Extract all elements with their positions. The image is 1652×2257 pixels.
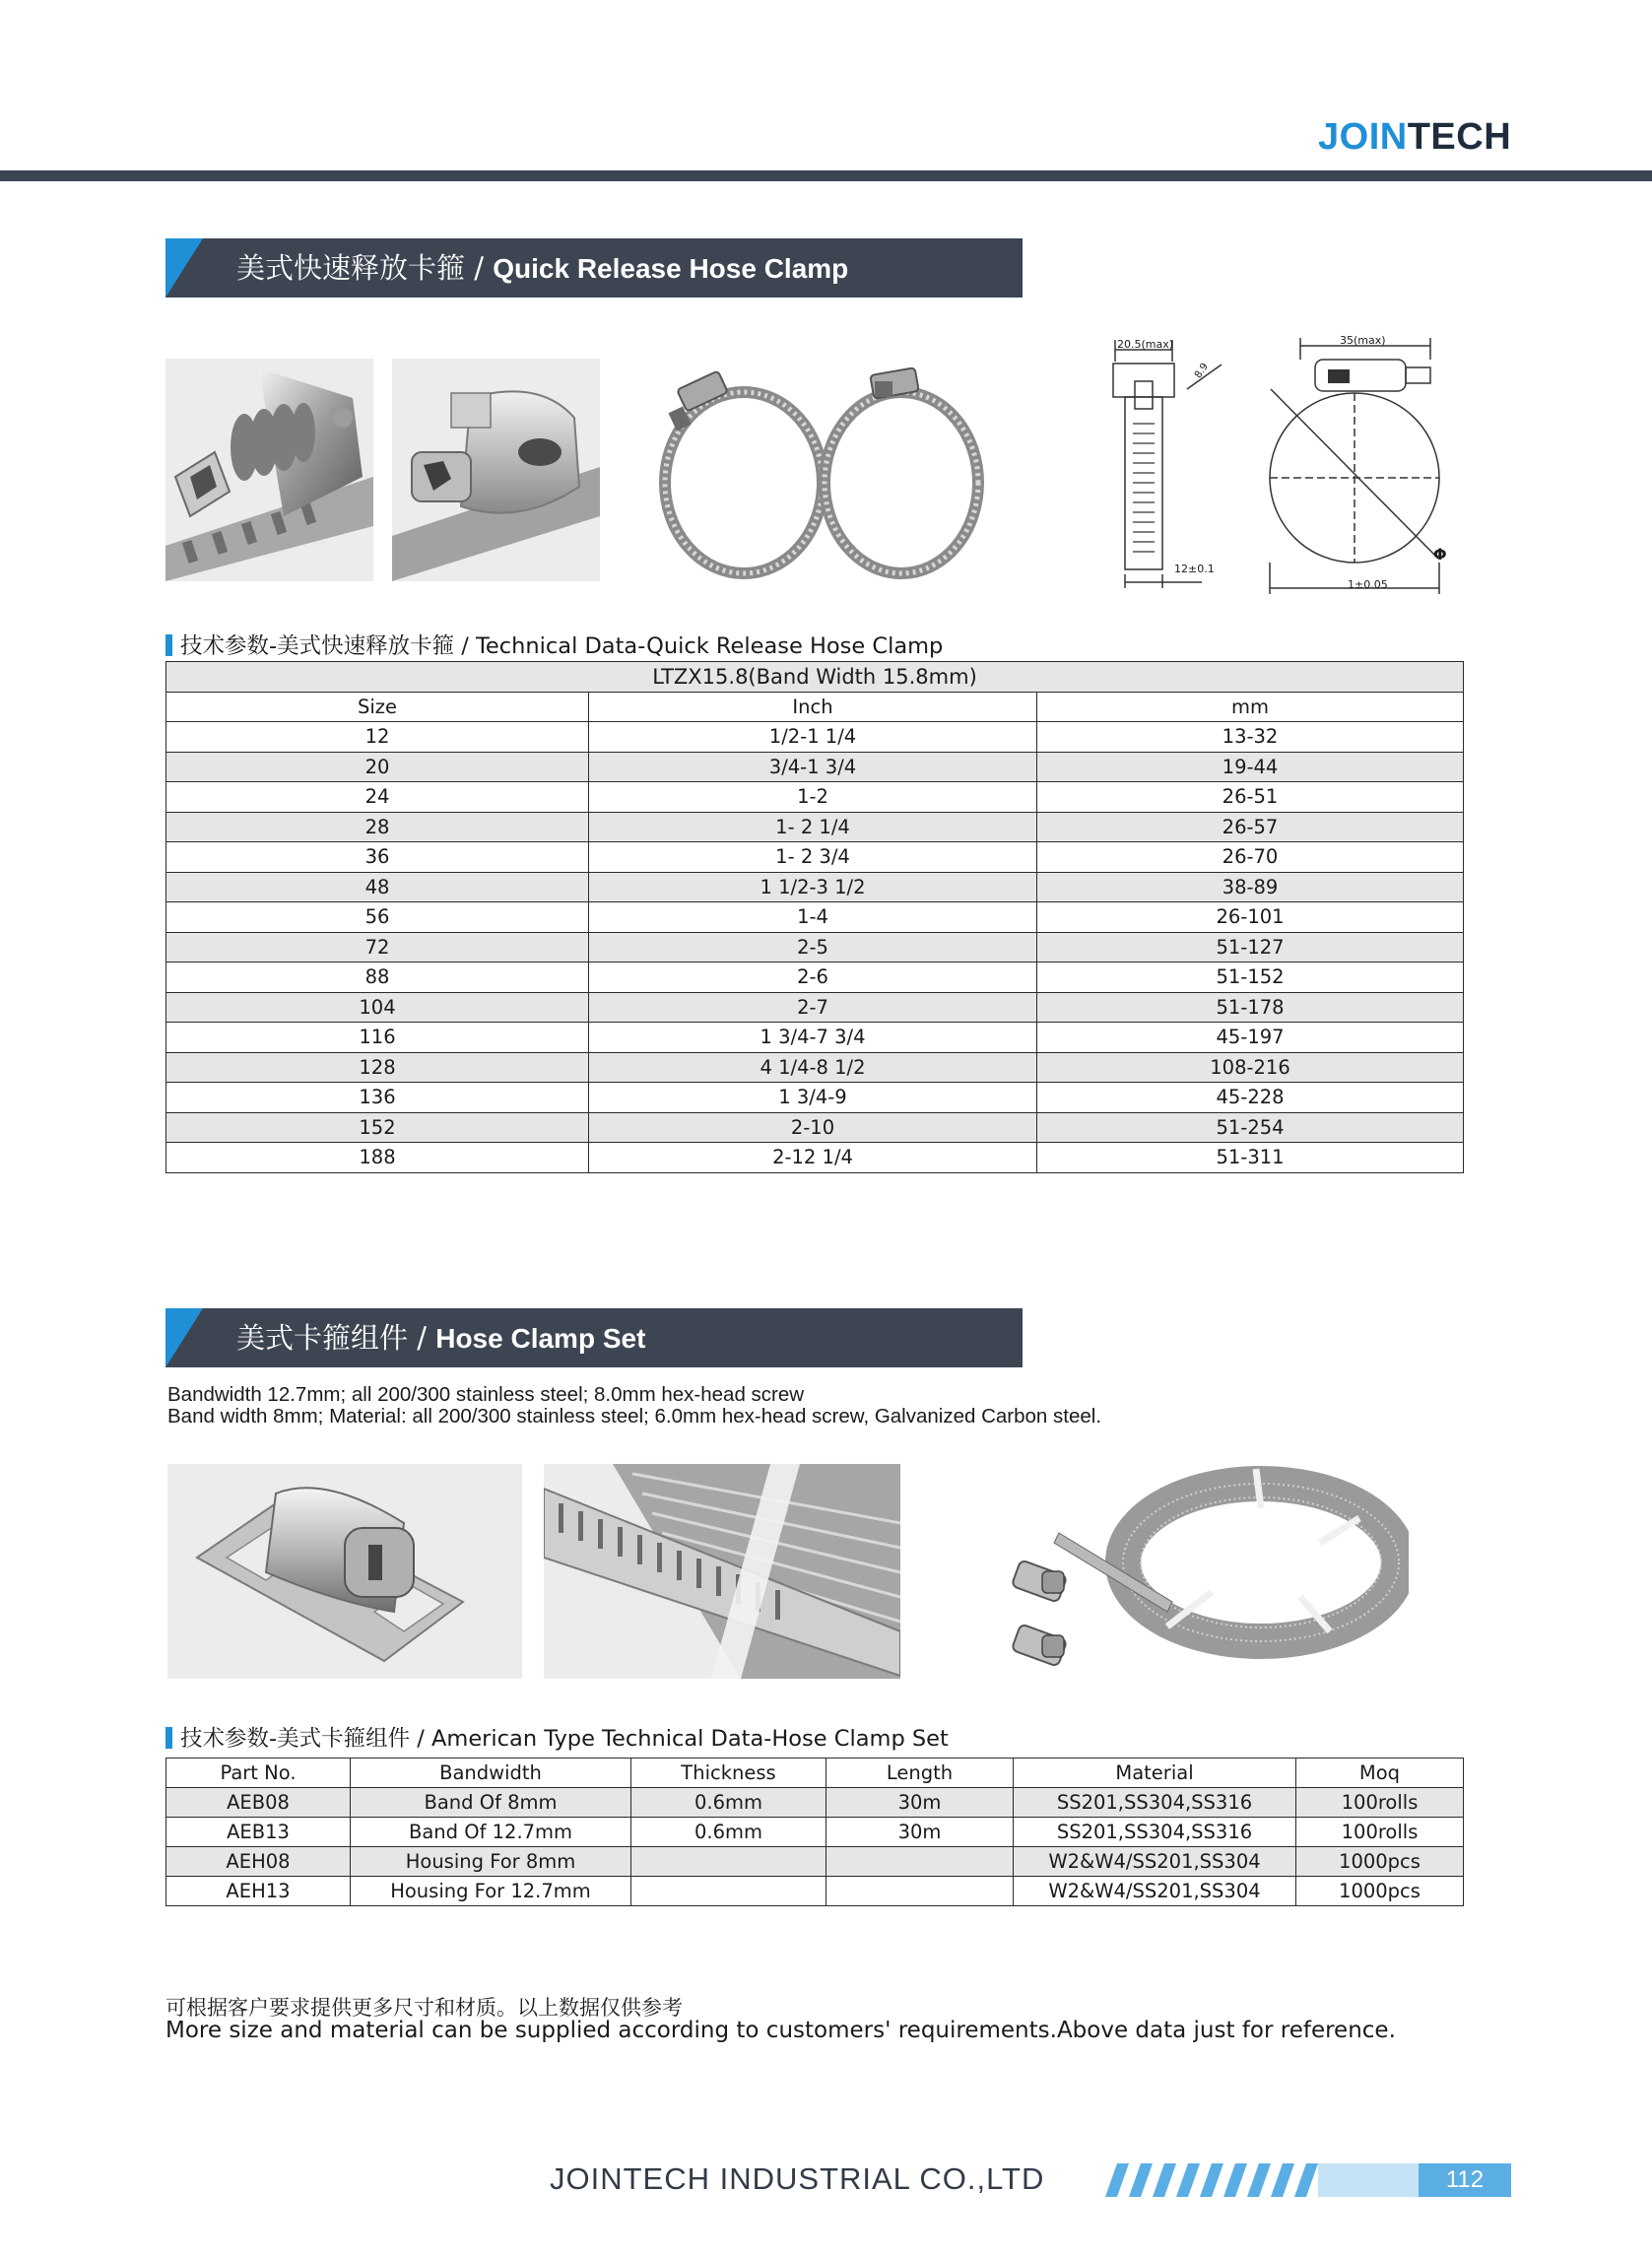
table-cell: 2-5: [589, 932, 1037, 963]
table-cell: 38-89: [1037, 872, 1464, 902]
table-row: [166, 1083, 1464, 1113]
table-cell: [826, 1877, 1014, 1906]
table-cell: [826, 1847, 1014, 1877]
table-cell: 12: [166, 722, 589, 753]
table-cell: SS201,SS304,SS316: [1014, 1818, 1296, 1847]
footer-stripes: [1105, 2163, 1419, 2197]
table-cell: 4 1/4-8 1/2: [589, 1052, 1037, 1083]
table-cell: [631, 1847, 826, 1877]
dim-label-width-max: 35(max): [1340, 334, 1386, 347]
table-cell: 1- 2 3/4: [589, 842, 1037, 873]
table-cell: 1 1/2-3 1/2: [589, 872, 1037, 902]
table-row: [166, 782, 1464, 813]
table-hose-clamp-set: [165, 1758, 1464, 1906]
table-cell: 0.6mm: [631, 1818, 826, 1847]
col-header-thickness: Thickness: [631, 1759, 826, 1788]
table-cell: 1000pcs: [1296, 1877, 1464, 1906]
photo-two-clamps: [640, 360, 1005, 586]
page-number: 112: [1419, 2163, 1511, 2197]
section-title-en: Quick Release Hose Clamp: [493, 253, 849, 284]
table-row: [166, 1788, 1464, 1818]
table-cell: 72: [166, 932, 589, 963]
table-cell: 116: [166, 1023, 589, 1053]
table-cell: 56: [166, 902, 589, 933]
table-row: [166, 812, 1464, 842]
table-cell: 2-12 1/4: [589, 1143, 1037, 1173]
table-row: [166, 842, 1464, 873]
subheading-marker: [165, 634, 172, 656]
table-cell: AEB13: [166, 1818, 351, 1847]
col-header-mm: mm: [1037, 692, 1464, 722]
footer-company-name: JOINTECH INDUSTRIAL CO.,LTD: [550, 2161, 1045, 2196]
table-row: [166, 1112, 1464, 1143]
col-header-bandwidth: Bandwidth: [351, 1759, 631, 1788]
col-header-moq: Moq: [1296, 1759, 1464, 1788]
photo-housing: [167, 1464, 522, 1679]
table-cell: W2&W4/SS201,SS304: [1014, 1877, 1296, 1906]
table-cell: AEB08: [166, 1788, 351, 1818]
col-header-material: Material: [1014, 1759, 1296, 1788]
table-cell: 2-6: [589, 963, 1037, 993]
table-cell: 19-44: [1037, 752, 1464, 782]
photo-coil-set: [995, 1464, 1409, 1691]
table-cell: 26-57: [1037, 812, 1464, 842]
table-cell: [631, 1877, 826, 1906]
photo-housing-closeup: [392, 359, 600, 581]
table-cell: 26-101: [1037, 902, 1464, 933]
table-cell: 36: [166, 842, 589, 873]
table-cell: 51-127: [1037, 932, 1464, 963]
description-line-2: Band width 8mm; Material: all 200/300 stainless steel; 6.0mm hex-head screw, Galvanized Carbon steel.: [167, 1405, 1102, 1427]
table-cell: 51-254: [1037, 1112, 1464, 1143]
table-cell: 104: [166, 992, 589, 1023]
banner-accent: [165, 238, 203, 298]
table-row: [166, 722, 1464, 753]
table-cell: 30m: [826, 1788, 1014, 1818]
table-cell: 88: [166, 963, 589, 993]
table-cell: Band Of 12.7mm: [351, 1818, 631, 1847]
table-row: [166, 1052, 1464, 1083]
header-divider: [0, 170, 1652, 181]
dim-label-angle: 8.9: [1192, 361, 1212, 381]
table-cell: 108-216: [1037, 1052, 1464, 1083]
table-cell: 2-7: [589, 992, 1037, 1023]
table-cell: 128: [166, 1052, 589, 1083]
table-row: [166, 963, 1464, 993]
table-cell: 26-70: [1037, 842, 1464, 873]
dim-label-band: 12±0.1: [1174, 563, 1215, 575]
table-cell: 1000pcs: [1296, 1847, 1464, 1877]
section-banner-hose-clamp-set: [165, 1308, 1023, 1367]
col-header-size: Size: [166, 692, 589, 722]
table-cell: 0.6mm: [631, 1788, 826, 1818]
dim-label-diameter: Φ: [1433, 545, 1447, 564]
table-row: [166, 752, 1464, 782]
description-line-1: Bandwidth 12.7mm; all 200/300 stainless steel; 8.0mm hex-head screw: [167, 1383, 805, 1406]
col-header-length: Length: [826, 1759, 1014, 1788]
table-row: [166, 1877, 1464, 1906]
table-cell: 1-4: [589, 902, 1037, 933]
table-cell: W2&W4/SS201,SS304: [1014, 1847, 1296, 1877]
table-cell: 1 3/4-7 3/4: [589, 1023, 1037, 1053]
table-row: [166, 1847, 1464, 1877]
table-row: [166, 1143, 1464, 1173]
photo-screw-closeup: [165, 359, 373, 581]
note-en: More size and material can be supplied according to customers' requirements.Above data just for reference.: [165, 2018, 1396, 2043]
table-cell: 20: [166, 752, 589, 782]
banner-accent: [165, 1308, 203, 1367]
table-cell: 24: [166, 782, 589, 813]
section-title-sep: /: [465, 251, 494, 285]
table-quick-release: [165, 661, 1464, 1173]
table-cell: 1- 2 1/4: [589, 812, 1037, 842]
table-cell: 51-152: [1037, 963, 1464, 993]
table-cell: 1/2-1 1/4: [589, 722, 1037, 753]
table-cell: 48: [166, 872, 589, 902]
table-cell: 45-197: [1037, 1023, 1464, 1053]
dim-label-width: 20.5(max): [1117, 338, 1174, 351]
table-cell: 51-178: [1037, 992, 1464, 1023]
table-row: [166, 1023, 1464, 1053]
table-row: [166, 872, 1464, 902]
table-cell: 100rolls: [1296, 1818, 1464, 1847]
table-cell: 45-228: [1037, 1083, 1464, 1113]
table-cell: Housing For 12.7mm: [351, 1877, 631, 1906]
table-cell: 100rolls: [1296, 1788, 1464, 1818]
technical-drawing: [1093, 330, 1448, 596]
table-cell: 30m: [826, 1818, 1014, 1847]
table-cell: AEH13: [166, 1877, 351, 1906]
table-cell: SS201,SS304,SS316: [1014, 1788, 1296, 1818]
section-title-zh: 美式快速释放卡箍: [236, 251, 466, 285]
col-header-inch: Inch: [589, 692, 1037, 722]
table-cell: 136: [166, 1083, 589, 1113]
table-cell: 28: [166, 812, 589, 842]
section-banner-quick-release: [165, 238, 1023, 298]
table-cell: 26-51: [1037, 782, 1464, 813]
table-cell: 51-311: [1037, 1143, 1464, 1173]
section-title-sep: /: [408, 1321, 436, 1355]
subheading-hose-clamp-set: 技术参数-美式卡箍组件 / American Type Technical Data-Hose Clamp Set: [165, 1721, 949, 1753]
table-cell: 1-2: [589, 782, 1037, 813]
table-caption: LTZX15.8(Band Width 15.8mm): [166, 662, 1464, 693]
table-cell: 1 3/4-9: [589, 1083, 1037, 1113]
col-header-part-no: Part No.: [166, 1759, 351, 1788]
table-cell: AEH08: [166, 1847, 351, 1877]
section-title-zh: 美式卡箍组件: [236, 1321, 409, 1355]
table-row: [166, 1818, 1464, 1847]
subheading-marker: [165, 1727, 172, 1749]
photo-band-roll: [544, 1464, 900, 1679]
table-cell: 13-32: [1037, 722, 1464, 753]
company-logo: JOINTECH: [1318, 116, 1512, 158]
table-row: [166, 902, 1464, 933]
table-cell: 3/4-1 3/4: [589, 752, 1037, 782]
note-zh: 可根据客户要求提供更多尺寸和材质。以上数据仅供参考: [165, 1996, 683, 2020]
table-row: [166, 932, 1464, 963]
section-title-en: Hose Clamp Set: [435, 1323, 646, 1354]
table-row: [166, 992, 1464, 1023]
table-cell: 2-10: [589, 1112, 1037, 1143]
dim-label-thickness: 1±0.05: [1348, 578, 1388, 591]
table-cell: Band Of 8mm: [351, 1788, 631, 1818]
table-cell: 188: [166, 1143, 589, 1173]
table-cell: Housing For 8mm: [351, 1847, 631, 1877]
table-cell: 152: [166, 1112, 589, 1143]
subheading-quick-release: 技术参数-美式快速释放卡箍 / Technical Data-Quick Release Hose Clamp: [165, 629, 943, 660]
